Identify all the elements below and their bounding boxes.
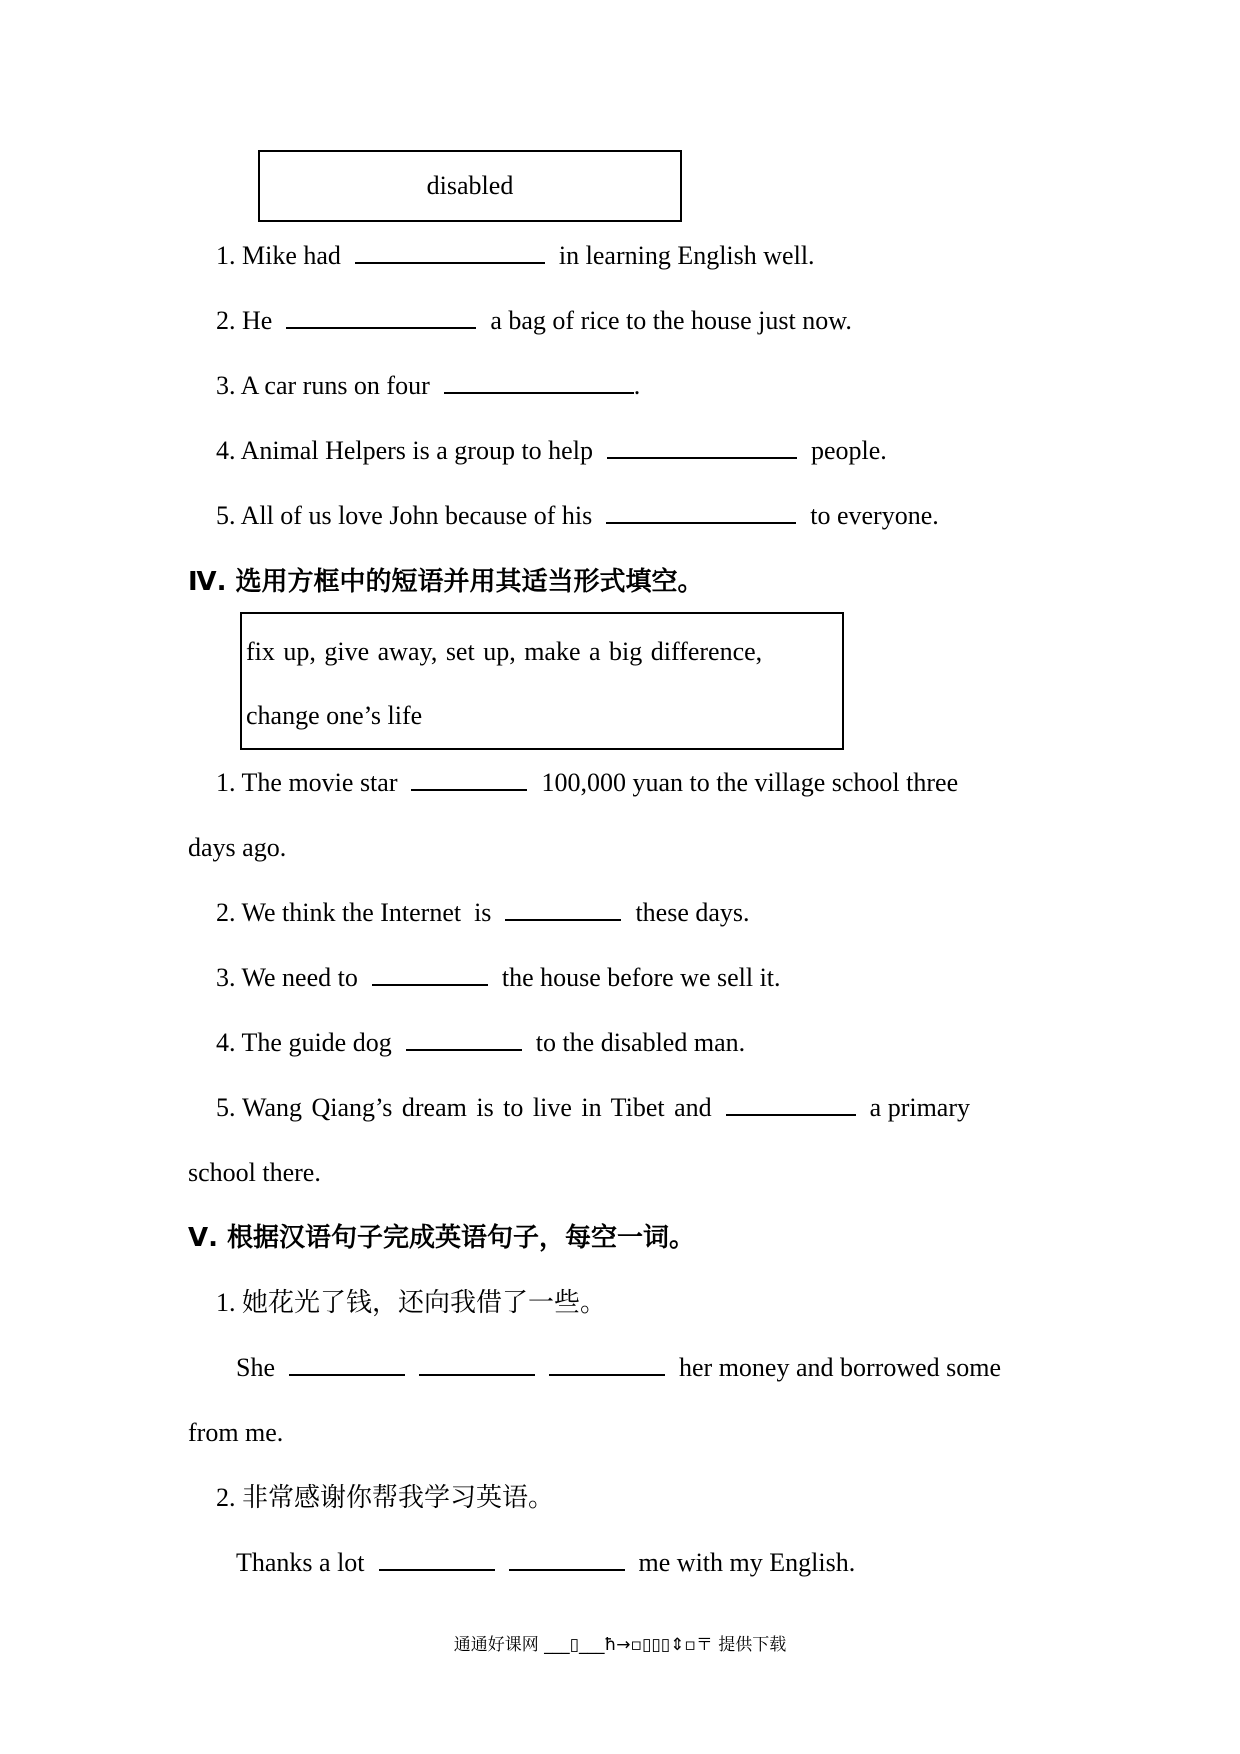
s5-item-1-cont: from me.	[188, 1418, 284, 1447]
answer-blank[interactable]	[419, 1352, 535, 1376]
s4-item-4: 4. The guide dog to the disabled man.	[216, 1028, 746, 1057]
answer-blank[interactable]	[509, 1547, 625, 1571]
s5-item-2-chinese: 2. 非常感谢你帮我学习英语。	[216, 1483, 555, 1513]
answer-blank[interactable]	[406, 1027, 522, 1051]
phrase-box-line-1: fix up, give away, set up, make a big difference,	[246, 637, 763, 666]
s5-item-1-english: She her money and borrowed some	[236, 1353, 1002, 1382]
word-box-word: disabled	[426, 171, 514, 200]
s4-item-3: 3. We need to the house before we sell it.	[216, 963, 781, 992]
answer-blank[interactable]	[726, 1092, 856, 1116]
s3-item-5: 5. All of us love John because of his to everyone.	[216, 501, 939, 530]
section-4-heading: Ⅳ. 选用方框中的短语并用其适当形式填空。	[188, 567, 704, 597]
answer-blank[interactable]	[289, 1352, 405, 1376]
s5-item-1-chinese: 1. 她花光了钱，还向我借了一些。	[216, 1288, 607, 1318]
s4-item-1-cont: days ago.	[188, 833, 287, 862]
s3-item-3: 3. A car runs on four .	[216, 371, 641, 400]
phrase-box	[240, 612, 844, 750]
answer-blank[interactable]	[505, 897, 621, 921]
answer-blank[interactable]	[606, 500, 796, 524]
s3-item-2: 2. He a bag of rice to the house just now.	[216, 306, 852, 335]
s4-item-1: 1. The movie star 100,000 yuan to the village school three	[216, 768, 959, 797]
word-box	[258, 150, 682, 222]
answer-blank[interactable]	[379, 1547, 495, 1571]
answer-blank[interactable]	[286, 305, 476, 329]
s5-item-2-english: Thanks a lot me with my English.	[236, 1548, 856, 1577]
answer-blank[interactable]	[355, 240, 545, 264]
s4-item-5-cont: school there.	[188, 1158, 321, 1187]
page-footer: 通通好课网 ___▯___ħ→▫▯▯▯⇕▫〒 提供下载	[453, 1635, 787, 1655]
answer-blank[interactable]	[444, 370, 634, 394]
answer-blank[interactable]	[411, 767, 527, 791]
s4-item-5: 5. Wang Qiang’s dream is to live in Tibet and a primary	[216, 1093, 970, 1122]
s3-item-1: 1. Mike had in learning English well.	[216, 241, 815, 270]
phrase-box-line-2: change one’s life	[246, 701, 423, 730]
section-5-heading: Ⅴ. 根据汉语句子完成英语句子，每空一词。	[188, 1223, 696, 1253]
s4-item-2: 2. We think the Internet is these days.	[216, 898, 750, 927]
answer-blank[interactable]	[372, 962, 488, 986]
s3-item-4: 4. Animal Helpers is a group to help people.	[216, 436, 887, 465]
answer-blank[interactable]	[549, 1352, 665, 1376]
answer-blank[interactable]	[607, 435, 797, 459]
